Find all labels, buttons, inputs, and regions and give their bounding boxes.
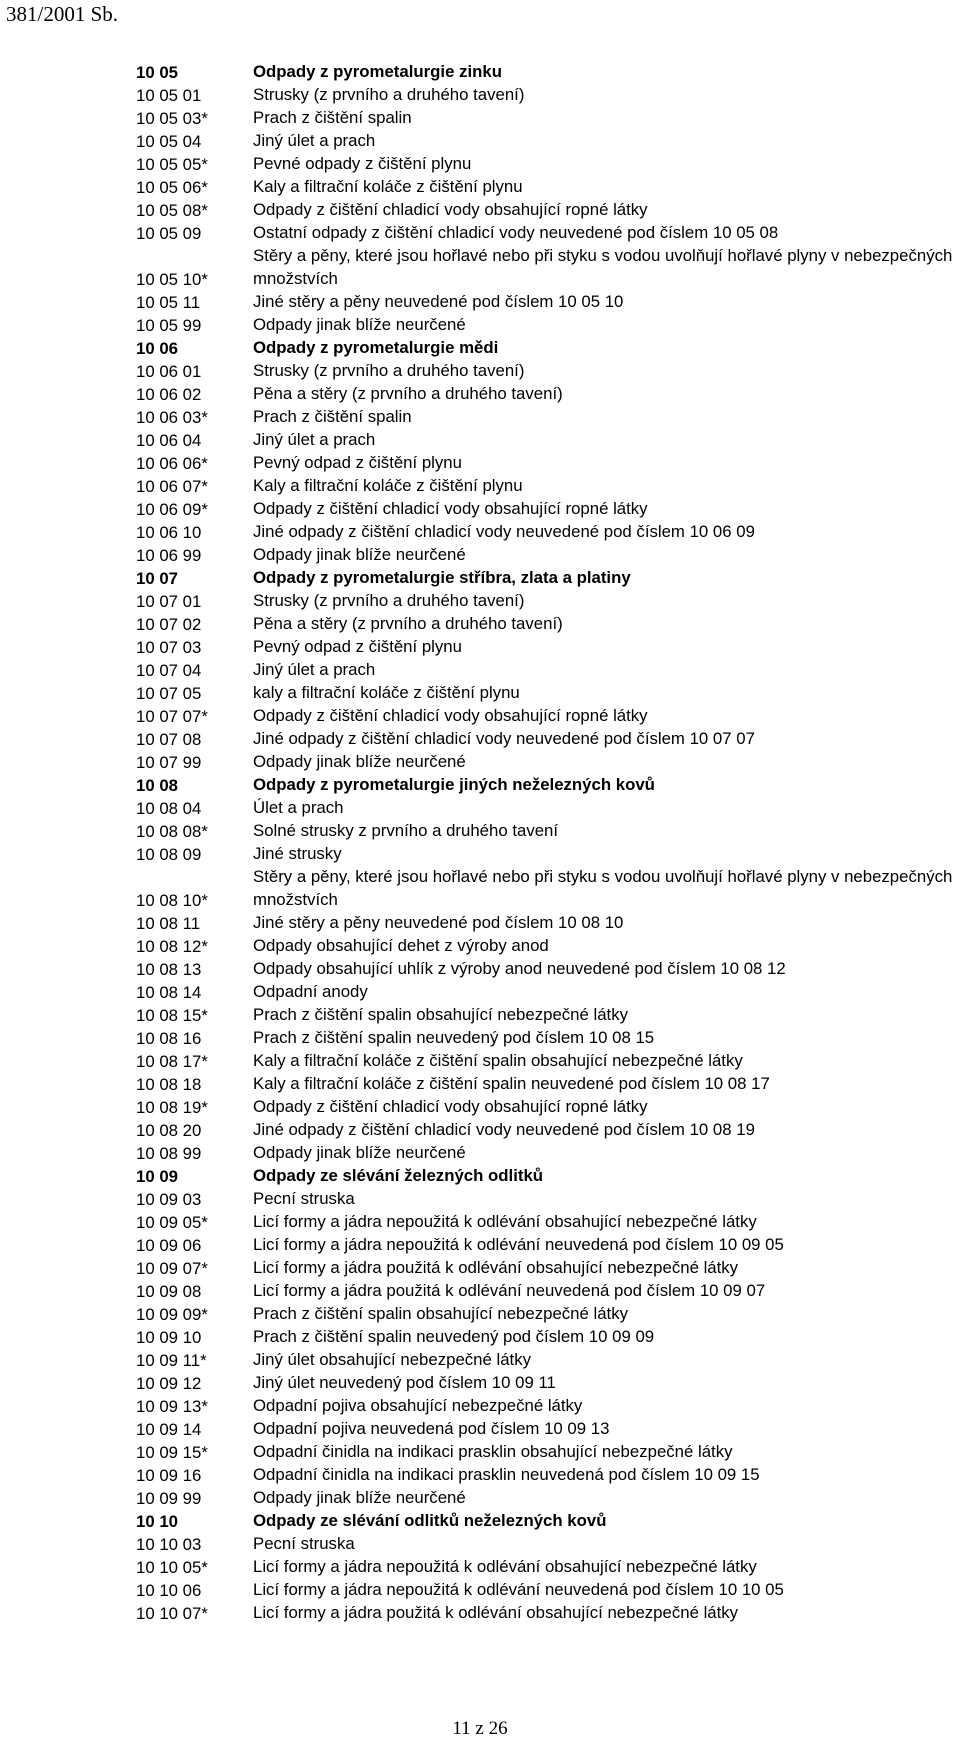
waste-description: Odpady jinak blíže neurčené xyxy=(253,1488,466,1507)
waste-description: Jiný úlet a prach xyxy=(253,660,376,679)
waste-description: Pěna a stěry (z prvního a druhého tavení) xyxy=(253,384,563,403)
waste-code: 10 09 05* xyxy=(136,1213,208,1232)
catalog-row xyxy=(0,591,960,614)
group-code: 10 09 xyxy=(136,1167,178,1186)
catalog-row xyxy=(0,430,960,453)
waste-code: 10 07 05 xyxy=(136,684,202,703)
waste-code: 10 08 20 xyxy=(136,1121,202,1140)
waste-catalog-rows xyxy=(0,62,960,1626)
waste-description: Prach z čištění spalin neuvedený pod číslem 10 08 15 xyxy=(253,1028,655,1047)
waste-description: Odpadní činidla na indikaci prasklin obsahující nebezpečné látky xyxy=(253,1442,733,1461)
catalog-row xyxy=(0,1580,960,1603)
waste-code: 10 08 09 xyxy=(136,845,202,864)
waste-description: Ostatní odpady z čištění chladicí vody neuvedené pod číslem 10 05 08 xyxy=(253,223,779,242)
waste-code: 10 09 07* xyxy=(136,1259,208,1278)
waste-code: 10 09 09* xyxy=(136,1305,208,1324)
group-code: 10 06 xyxy=(136,339,178,358)
catalog-row xyxy=(0,706,960,729)
waste-code: 10 06 01 xyxy=(136,362,202,381)
waste-code: 10 10 07* xyxy=(136,1604,208,1623)
catalog-row xyxy=(0,637,960,660)
waste-code: 10 06 04 xyxy=(136,431,202,450)
catalog-row xyxy=(0,660,960,683)
waste-description: Strusky (z prvního a druhého tavení) xyxy=(253,361,525,380)
waste-description: Odpadní pojiva obsahující nebezpečné látky xyxy=(253,1396,583,1415)
catalog-row xyxy=(0,1488,960,1511)
group-code: 10 08 xyxy=(136,776,178,795)
catalog-row xyxy=(0,982,960,1005)
group-title: Odpady z pyrometalurgie jiných neželezných kovů xyxy=(253,775,655,794)
catalog-row xyxy=(0,844,960,867)
waste-code: 10 09 10 xyxy=(136,1328,202,1347)
waste-catalog-list xyxy=(0,62,960,1670)
waste-description: Úlet a prach xyxy=(253,798,344,817)
waste-description: Jiné strusky xyxy=(253,844,342,863)
waste-code: 10 09 06 xyxy=(136,1236,202,1255)
catalog-row xyxy=(0,246,960,292)
catalog-row xyxy=(0,1097,960,1120)
waste-code: 10 08 04 xyxy=(136,799,202,818)
catalog-row xyxy=(0,384,960,407)
catalog-row xyxy=(0,177,960,200)
group-title: Odpady z pyrometalurgie mědi xyxy=(253,338,499,357)
catalog-row xyxy=(0,1396,960,1419)
waste-description: Jiný úlet obsahující nebezpečné látky xyxy=(253,1350,531,1369)
waste-description: Licí formy a jádra nepoužitá k odlévání neuvedená pod číslem 10 09 05 xyxy=(253,1235,784,1254)
waste-description: Odpady jinak blíže neurčené xyxy=(253,1143,466,1162)
waste-code: 10 09 99 xyxy=(136,1489,202,1508)
catalog-row xyxy=(0,729,960,752)
waste-code: 10 05 99 xyxy=(136,316,202,335)
waste-description: Pevné odpady z čištění plynu xyxy=(253,154,472,173)
catalog-row xyxy=(0,1304,960,1327)
waste-description: Kaly a filtrační koláče z čištění plynu xyxy=(253,177,523,196)
waste-description: Jiný úlet neuvedený pod číslem 10 09 11 xyxy=(253,1373,556,1392)
group-code: 10 05 xyxy=(136,63,178,82)
waste-code: 10 07 02 xyxy=(136,615,202,634)
waste-code: 10 05 11 xyxy=(136,293,201,312)
group-code: 10 10 xyxy=(136,1512,178,1531)
waste-description: Odpady obsahující uhlík z výroby anod neuvedené pod číslem 10 08 12 xyxy=(253,959,786,978)
catalog-row xyxy=(0,913,960,936)
waste-code: 10 06 10 xyxy=(136,523,202,542)
catalog-row xyxy=(0,131,960,154)
catalog-row xyxy=(0,614,960,637)
catalog-group-row xyxy=(0,62,960,85)
waste-code: 10 10 06 xyxy=(136,1581,202,1600)
catalog-row xyxy=(0,752,960,775)
catalog-group-row xyxy=(0,1166,960,1189)
catalog-row xyxy=(0,959,960,982)
waste-code: 10 05 05* xyxy=(136,155,208,174)
waste-description: Solné strusky z prvního a druhého tavení xyxy=(253,821,559,840)
catalog-row xyxy=(0,1373,960,1396)
waste-code: 10 05 04 xyxy=(136,132,202,151)
waste-code: 10 08 10* xyxy=(136,891,208,910)
catalog-row xyxy=(0,361,960,384)
catalog-row xyxy=(0,1419,960,1442)
waste-description: Strusky (z prvního a druhého tavení) xyxy=(253,85,525,104)
waste-code: 10 06 06* xyxy=(136,454,208,473)
catalog-row xyxy=(0,1051,960,1074)
waste-description: Stěry a pěny, které jsou hořlavé nebo při styku s vodou uvolňují hořlavé plyny v nebezpečných množstvích xyxy=(253,867,953,909)
catalog-row xyxy=(0,936,960,959)
catalog-row xyxy=(0,453,960,476)
waste-code: 10 05 01 xyxy=(136,86,202,105)
waste-code: 10 08 08* xyxy=(136,822,208,841)
catalog-row xyxy=(0,499,960,522)
catalog-row xyxy=(0,1005,960,1028)
waste-description: Kaly a filtrační koláče z čištění plynu xyxy=(253,476,523,495)
waste-code: 10 07 08 xyxy=(136,730,202,749)
waste-code: 10 05 03* xyxy=(136,109,208,128)
waste-description: Prach z čištění spalin obsahující nebezpečné látky xyxy=(253,1005,628,1024)
waste-code: 10 08 11 xyxy=(136,914,201,933)
waste-description: Kaly a filtrační koláče z čištění spalin neuvedené pod číslem 10 08 17 xyxy=(253,1074,770,1093)
waste-description: Stěry a pěny, které jsou hořlavé nebo při styku s vodou uvolňují hořlavé plyny v nebezpečných množstvích xyxy=(253,246,953,288)
catalog-group-row xyxy=(0,775,960,798)
waste-code: 10 09 03 xyxy=(136,1190,202,1209)
catalog-row xyxy=(0,1442,960,1465)
catalog-row xyxy=(0,867,960,913)
waste-code: 10 07 04 xyxy=(136,661,202,680)
waste-description: Prach z čištění spalin neuvedený pod číslem 10 09 09 xyxy=(253,1327,655,1346)
catalog-group-row xyxy=(0,568,960,591)
catalog-row xyxy=(0,1143,960,1166)
waste-description: Licí formy a jádra použitá k odlévání obsahující nebezpečné látky xyxy=(253,1258,739,1277)
waste-code: 10 08 16 xyxy=(136,1029,202,1048)
waste-code: 10 08 99 xyxy=(136,1144,202,1163)
waste-code: 10 09 15* xyxy=(136,1443,208,1462)
catalog-row xyxy=(0,1350,960,1373)
catalog-row xyxy=(0,292,960,315)
group-code: 10 07 xyxy=(136,569,178,588)
waste-description: Jiné stěry a pěny neuvedené pod číslem 10 08 10 xyxy=(253,913,624,932)
catalog-row xyxy=(0,821,960,844)
waste-description: Pecní struska xyxy=(253,1189,355,1208)
waste-description: Licí formy a jádra použitá k odlévání obsahující nebezpečné látky xyxy=(253,1603,739,1622)
waste-description: Prach z čištění spalin obsahující nebezpečné látky xyxy=(253,1304,628,1323)
group-title: Odpady z pyrometalurgie zinku xyxy=(253,62,502,81)
catalog-row xyxy=(0,1534,960,1557)
catalog-row xyxy=(0,1603,960,1626)
waste-description: Odpadní pojiva neuvedená pod číslem 10 09 13 xyxy=(253,1419,610,1438)
waste-code: 10 08 14 xyxy=(136,983,202,1002)
waste-code: 10 10 03 xyxy=(136,1535,202,1554)
waste-code: 10 08 17* xyxy=(136,1052,208,1071)
waste-description: Jiné stěry a pěny neuvedené pod číslem 10 05 10 xyxy=(253,292,624,311)
waste-code: 10 06 09* xyxy=(136,500,208,519)
waste-description: Jiný úlet a prach xyxy=(253,131,376,150)
waste-code: 10 06 02 xyxy=(136,385,202,404)
catalog-row xyxy=(0,1189,960,1212)
catalog-group-row xyxy=(0,1511,960,1534)
waste-description: Odpady jinak blíže neurčené xyxy=(253,752,466,771)
catalog-row xyxy=(0,1120,960,1143)
catalog-group-row xyxy=(0,338,960,361)
waste-code: 10 08 19* xyxy=(136,1098,208,1117)
waste-code: 10 07 99 xyxy=(136,753,202,772)
waste-code: 10 09 16 xyxy=(136,1466,202,1485)
waste-code: 10 06 07* xyxy=(136,477,208,496)
group-title: Odpady ze slévání odlitků neželezných kovů xyxy=(253,1511,607,1530)
group-title: Odpady ze slévání železných odlitků xyxy=(253,1166,544,1185)
waste-description: Odpady jinak blíže neurčené xyxy=(253,315,466,334)
waste-code: 10 07 03 xyxy=(136,638,202,657)
waste-code: 10 07 07* xyxy=(136,707,208,726)
catalog-row xyxy=(0,200,960,223)
catalog-row xyxy=(0,1281,960,1304)
waste-description: kaly a filtrační koláče z čištění plynu xyxy=(253,683,520,702)
waste-code: 10 05 06* xyxy=(136,178,208,197)
catalog-row xyxy=(0,476,960,499)
catalog-row xyxy=(0,85,960,108)
catalog-row xyxy=(0,522,960,545)
catalog-row xyxy=(0,223,960,246)
waste-description: Jiné odpady z čištění chladicí vody neuvedené pod číslem 10 07 07 xyxy=(253,729,755,748)
waste-code: 10 07 01 xyxy=(136,592,202,611)
waste-code: 10 05 09 xyxy=(136,224,202,243)
waste-description: Licí formy a jádra nepoužitá k odlévání obsahující nebezpečné látky xyxy=(253,1212,757,1231)
catalog-row xyxy=(0,1258,960,1281)
waste-description: Pěna a stěry (z prvního a druhého tavení) xyxy=(253,614,563,633)
waste-code: 10 08 15* xyxy=(136,1006,208,1025)
waste-description: Odpady z čištění chladicí vody obsahující ropné látky xyxy=(253,499,648,518)
waste-code: 10 09 14 xyxy=(136,1420,202,1439)
waste-code: 10 05 10* xyxy=(136,270,208,289)
catalog-row xyxy=(0,1212,960,1235)
waste-description: Licí formy a jádra použitá k odlévání neuvedená pod číslem 10 09 07 xyxy=(253,1281,766,1300)
waste-description: Prach z čištění spalin xyxy=(253,407,412,426)
catalog-row xyxy=(0,1028,960,1051)
waste-code: 10 08 18 xyxy=(136,1075,202,1094)
waste-description: Jiné odpady z čištění chladicí vody neuvedené pod číslem 10 06 09 xyxy=(253,522,755,541)
waste-description: Pecní struska xyxy=(253,1534,355,1553)
document-header-label: 381/2001 Sb. xyxy=(6,2,119,26)
waste-description: Pevný odpad z čištění plynu xyxy=(253,637,462,656)
waste-code: 10 09 08 xyxy=(136,1282,202,1301)
catalog-row xyxy=(0,108,960,131)
catalog-row xyxy=(0,683,960,706)
catalog-row xyxy=(0,1557,960,1580)
waste-description: Prach z čištění spalin xyxy=(253,108,412,127)
catalog-row xyxy=(0,1465,960,1488)
waste-code: 10 08 12* xyxy=(136,937,208,956)
waste-description: Odpady z čištění chladicí vody obsahující ropné látky xyxy=(253,706,648,725)
waste-description: Jiné odpady z čištění chladicí vody neuvedené pod číslem 10 08 19 xyxy=(253,1120,755,1139)
waste-description: Odpadní činidla na indikaci prasklin neuvedená pod číslem 10 09 15 xyxy=(253,1465,760,1484)
waste-description: Odpady z čištění chladicí vody obsahující ropné látky xyxy=(253,1097,648,1116)
waste-code: 10 05 08* xyxy=(136,201,208,220)
waste-code: 10 09 13* xyxy=(136,1397,208,1416)
catalog-row xyxy=(0,315,960,338)
catalog-row xyxy=(0,154,960,177)
waste-description: Odpady z čištění chladicí vody obsahující ropné látky xyxy=(253,200,648,219)
waste-description: Odpady jinak blíže neurčené xyxy=(253,545,466,564)
waste-description: Licí formy a jádra nepoužitá k odlévání obsahující nebezpečné látky xyxy=(253,1557,757,1576)
waste-code: 10 10 05* xyxy=(136,1558,208,1577)
waste-code: 10 06 03* xyxy=(136,408,208,427)
waste-description: Licí formy a jádra nepoužitá k odlévání neuvedená pod číslem 10 10 05 xyxy=(253,1580,784,1599)
waste-description: Kaly a filtrační koláče z čištění spalin obsahující nebezpečné látky xyxy=(253,1051,743,1070)
waste-code: 10 08 13 xyxy=(136,960,202,979)
catalog-row xyxy=(0,1327,960,1350)
page-number: 11 z 26 xyxy=(452,1718,508,1739)
waste-description: Strusky (z prvního a druhého tavení) xyxy=(253,591,525,610)
catalog-row xyxy=(0,1074,960,1097)
waste-code: 10 09 12 xyxy=(136,1374,202,1393)
catalog-row xyxy=(0,798,960,821)
catalog-row xyxy=(0,545,960,568)
waste-description: Odpady obsahující dehet z výroby anod xyxy=(253,936,549,955)
waste-code: 10 09 11* xyxy=(136,1351,207,1370)
waste-description: Odpadní anody xyxy=(253,982,368,1001)
waste-code: 10 06 99 xyxy=(136,546,202,565)
waste-description: Jiný úlet a prach xyxy=(253,430,376,449)
catalog-row xyxy=(0,1235,960,1258)
catalog-row xyxy=(0,407,960,430)
waste-description: Pevný odpad z čištění plynu xyxy=(253,453,462,472)
group-title: Odpady z pyrometalurgie stříbra, zlata a platiny xyxy=(253,568,631,587)
